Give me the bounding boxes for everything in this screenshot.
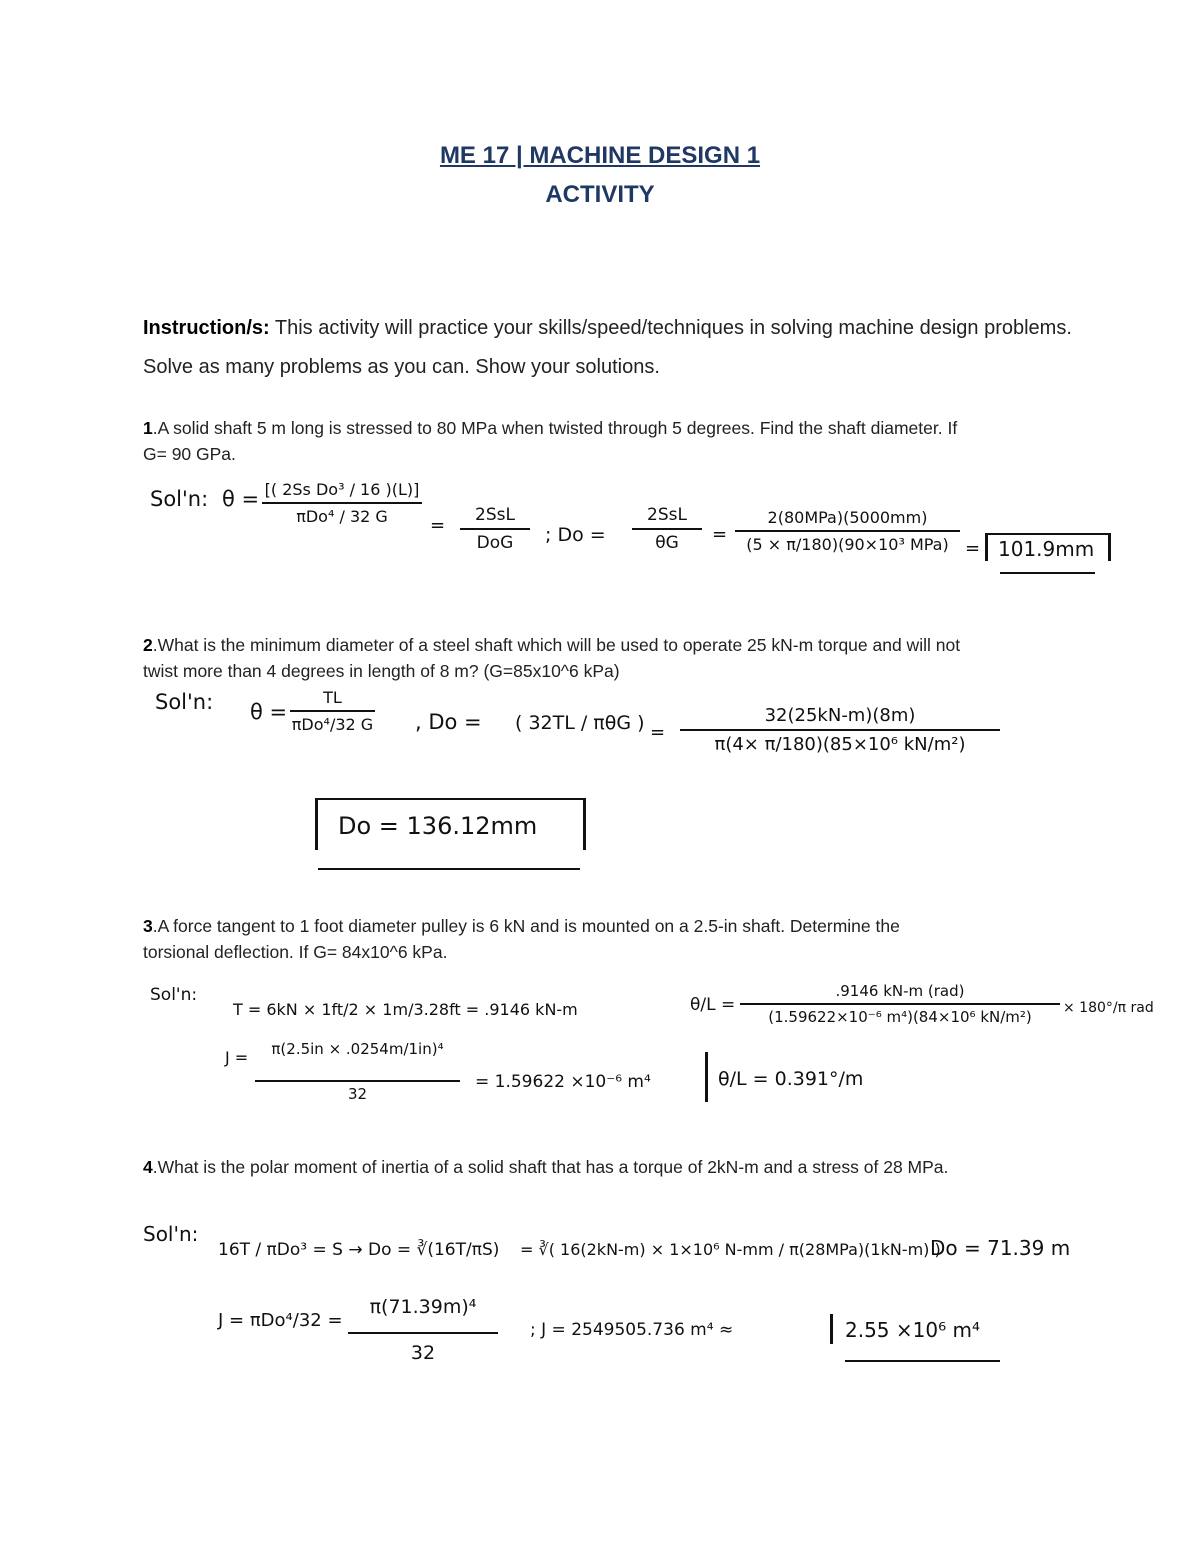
solution-label: Sol'n: [150,487,209,511]
problem-3 [143,913,963,965]
fraction-numerator: 2(80MPa)(5000mm) [767,508,928,527]
page-subtitle: ACTIVITY [545,181,655,208]
fraction-j [255,1040,460,1103]
fraction-denominator: π(4× π/180)(85×10⁶ kN/m²) [714,734,966,755]
instructions-label: Instruction/s: [143,317,270,339]
problem-text: .A solid shaft 5 m long is stressed to 80 MPa when twisted through 5 degrees. Find the shaft diameter. If G= 90 GPa. [143,418,958,464]
fraction-3 [680,705,1000,755]
fraction-denominator: 32 [410,1342,436,1364]
do-expression: ( 32TL / πθG ) [515,712,645,734]
fraction-numerator: π(2.5in × .0254m/1in)⁴ [271,1040,444,1058]
conversion-factor: × 180°/π rad [1063,1000,1154,1016]
fraction-j [348,1296,498,1364]
problem-number: 1 [143,418,153,438]
fraction-numerator: 2SsL [647,505,687,525]
theta-symbol: θ = [222,487,260,511]
fraction-numerator: 32(25kN-m)(8m) [764,705,916,726]
fraction-4 [735,508,960,554]
fraction-1 [290,688,375,734]
instructions-text: This activity will practice your skills/speed/techniques in solving machine design problems. Solve as many problems as you can. Show your solutions. [143,317,1072,378]
fraction-numerator: 2SsL [475,505,515,525]
problem-1 [143,415,963,467]
fraction-numerator: π(71.39m)⁴ [369,1296,477,1318]
fraction-2 [460,505,530,553]
fraction-denominator: (1.59622×10⁻⁶ m⁴)(84×10⁶ kN/m²) [768,1008,1032,1026]
do-label: , Do = [415,710,482,734]
solution-label: Sol'n: [143,1222,199,1246]
fraction-denominator: (5 × π/180)(90×10³ MPa) [746,535,949,554]
problem-number: 3 [143,916,153,936]
fraction-denominator: θG [655,533,679,553]
fraction-denominator: πDo⁴/32 G [291,715,374,734]
j-formula: J = πDo⁴/32 = [218,1310,343,1331]
answer-value: 2.55 ×10⁶ m⁴ [845,1318,980,1342]
problem-4 [143,1154,963,1180]
fraction-denominator: 32 [347,1085,368,1103]
diameter-value: Do = 71.39 m [930,1236,1071,1260]
j-value: = 1.59622 ×10⁻⁶ m⁴ [475,1072,651,1092]
problem-number: 2 [143,635,153,655]
fraction-numerator: .9146 kN-m (rad) [835,982,965,1000]
fraction-theta-l [740,982,1060,1026]
fraction-denominator: πDo⁴ / 32 G [296,507,388,526]
problem-text: .What is the polar moment of inertia of a solid shaft that has a torque of 2kN-m and a stress of 28 MPa. [152,1157,949,1177]
fraction-numerator: [( 2Ss Do³ / 16 )(L)] [264,480,420,499]
problem-text: .A force tangent to 1 foot diameter pulley is 6 kN and is mounted on a 2.5-in shaft. Determine the torsional deflection. If G= 84x10^6 kPa. [143,916,900,962]
answer-value: 101.9mm [998,537,1095,561]
problem-2 [143,632,963,684]
fraction-numerator: TL [323,688,342,707]
solution-label: Sol'n: [150,985,198,1005]
fraction-1 [262,480,422,526]
page-title: ME 17 | MACHINE DESIGN 1 [439,142,761,169]
torque-equation: T = 6kN × 1ft/2 × 1m/3.28ft = .9146 kN-m [233,1000,578,1019]
problem-text: .What is the minimum diameter of a steel shaft which will be used to operate 25 kN-m torque and will not twist more than 4 degrees in length of 8 m? (G=85x10^6 kPa) [143,635,961,681]
answer-value: Do = 136.12mm [338,812,538,840]
instructions [143,309,1073,387]
solution-label: Sol'n: [155,690,214,714]
j-value: ; J = 2549505.736 m⁴ ≈ [530,1320,734,1340]
theta-symbol: θ = [250,700,288,724]
diameter-expression: = ∛( 16(2kN-m) × 1×10⁶ N-mm / π(28MPa)(1kN-m) ) [520,1240,941,1259]
answer-value: θ/L = 0.391°/m [718,1068,864,1090]
do-label: ; Do = [545,524,606,546]
problem-number: 4 [143,1157,153,1177]
fraction-denominator: DoG [476,533,514,553]
stress-equation: 16T / πDo³ = S → Do = ∛(16T/πS) [218,1240,500,1260]
fraction-3 [632,505,702,553]
